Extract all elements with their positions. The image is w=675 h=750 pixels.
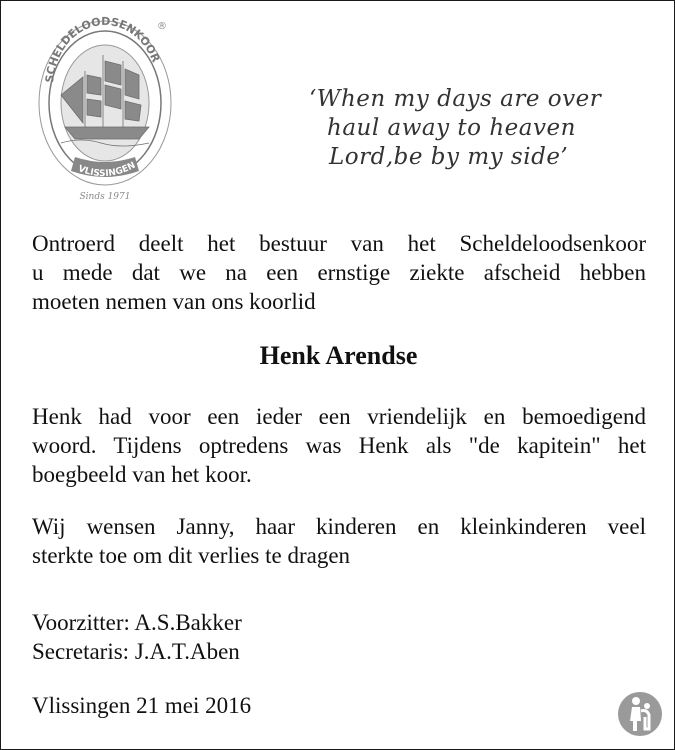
choir-logo xyxy=(31,15,175,205)
intro-line: moeten nemen van ons koorlid xyxy=(32,289,316,314)
intro-paragraph xyxy=(32,229,646,316)
wishes-paragraph xyxy=(32,512,646,570)
wishes-line: sterkte toe om dit verlies te dragen xyxy=(32,543,351,568)
tribute-line: Henk had voor een ieder een vriendelijk en bemoedigend xyxy=(32,404,646,429)
intro-line: Ontroerd deelt het bestuur van het Scheldeloodsenkoor xyxy=(32,231,646,256)
secretary-signatory: Secretaris: J.A.T.Aben xyxy=(32,639,240,664)
logo-bottom-text: VLISSINGEN xyxy=(76,160,138,180)
logo-top-text: SCHELDELOODSENKOOR xyxy=(43,15,163,84)
registered-mark: ® xyxy=(157,21,167,32)
quote-line: haul away to heaven xyxy=(327,115,576,141)
wishes-line: Wij wensen Janny, haar kinderen en kleinkinderen veel xyxy=(32,514,646,539)
tribute-line: woord. Tijdens optredens was Henk als "de kapitein" het xyxy=(32,433,646,458)
logo-since-text: Sinds 1971 xyxy=(79,192,131,202)
tribute-paragraph xyxy=(32,402,646,489)
intro-line: u mede dat we na een ernstige ziekte afscheid hebben xyxy=(32,260,646,285)
tribute-line: boegbeeld van het koor. xyxy=(32,462,252,487)
quote-block xyxy=(309,85,649,172)
quote-line: ‘When my days are over xyxy=(309,86,602,112)
figure-badge-icon xyxy=(617,691,663,737)
deceased-name: Henk Arendse xyxy=(259,341,418,370)
quote-line: Lord,be by my side’ xyxy=(329,144,569,170)
place-date: Vlissingen 21 mei 2016 xyxy=(32,693,252,718)
chair-signatory: Voorzitter: A.S.Bakker xyxy=(32,610,242,635)
